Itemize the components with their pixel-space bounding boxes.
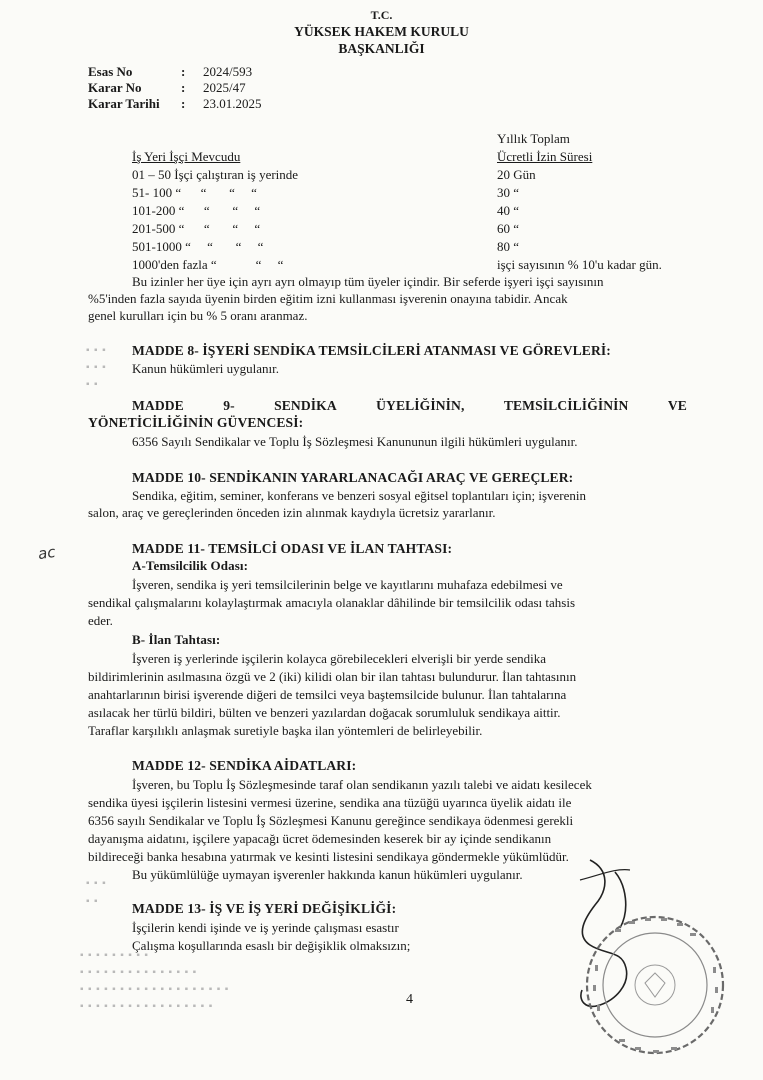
- esas-label: Esas No: [88, 64, 133, 79]
- scan-noise: ▪ ▪: [86, 896, 99, 907]
- leave-row-range: 101-200 “ “ “ “: [132, 203, 261, 218]
- madde11-b-line: asılacak her türlü bildiri, bülten ve benzeri yazılardan doğacak sorumluluk sendikaya aittir.: [88, 705, 561, 720]
- madde9-title-word: ÜYELİĞİNİN,: [376, 398, 465, 413]
- leave-row-range: 501-1000 “ “ “ “: [132, 239, 264, 254]
- para-izin-line: %5'inden fazla sayıda üyenin birden eğitim izni kullanması işverenin onayına tabidir. Ancak: [88, 291, 568, 306]
- madde12-line: 6356 sayılı Sendikalar ve Toplu İş Sözleşmesi Kanunu gereğince sendikaya ödenmesi gerekli: [88, 813, 574, 828]
- madde10-line: Sendika, eğitim, seminer, konferans ve benzeri sosyal eğitsel toplantıları için; işverenin: [132, 488, 586, 503]
- madde13-title: MADDE 13- İŞ VE İŞ YERİ DEĞİŞİKLİĞİ:: [132, 901, 397, 916]
- madde9-title-word: MADDE: [132, 398, 184, 413]
- handwritten-margin-note: ac: [36, 542, 57, 564]
- scan-noise: ▪ ▪ ▪: [86, 362, 107, 373]
- header-institution: YÜKSEK HAKEM KURULU: [294, 24, 469, 39]
- madde11-a-line: sendikal çalışmalarını kolaylaştırmak amacıyla olanaklar dâhilinde bir temsilcilik odası tahsis: [88, 595, 575, 610]
- para-izin-line: Bu izinler her üye için ayrı ayrı olmayıp tüm üyeler içindir. Bir seferde işyeri işçi sayısının: [132, 274, 604, 289]
- madde11-b-line: İşveren iş yerlerinde işçilerin kolayca görebilecekleri elverişli bir yerde sendika: [132, 651, 547, 666]
- leave-row-range: 51- 100 “ “ “ “: [132, 185, 257, 200]
- leave-row-range: 01 – 50 İşçi çalıştıran iş yerinde: [132, 167, 299, 182]
- madde9-title-word: TEMSİLCİLİĞİNİN: [503, 398, 629, 413]
- madde12-line: bildireceği banka hesabına yatırmak ve kesinti listesini sendikaya göndermekle yükümlüdür.: [88, 849, 569, 864]
- signature-scribble: [560, 850, 680, 1030]
- tarih-sep: :: [181, 96, 186, 111]
- leave-col2-header-line2: Ücretli İzin Süresi: [497, 149, 593, 164]
- scan-noise: ▪ ▪ ▪ ▪ ▪ ▪ ▪ ▪ ▪: [80, 950, 149, 961]
- leave-row-days: 20 Gün: [497, 167, 536, 182]
- madde13-line: Çalışma koşullarında esaslı bir değişiklik olmaksızın;: [132, 938, 411, 953]
- leave-row-range: 1000'den fazla “ “ “: [132, 257, 284, 272]
- madde12-line: sendika üyesi işçilerin listesini vermesi üzerine, sendika ana tüzüğü uyarınca üyelik aidatı ile: [88, 795, 572, 810]
- madde11-a-line: eder.: [88, 613, 113, 628]
- header-tc: T.C.: [370, 8, 393, 22]
- leave-col1-header: İş Yeri İşçi Mevcudu: [132, 149, 241, 164]
- scan-noise: ▪ ▪: [86, 379, 99, 390]
- madde11-b-title: B- İlan Tahtası:: [132, 632, 221, 647]
- scan-noise: ▪ ▪ ▪ ▪ ▪ ▪ ▪ ▪ ▪ ▪ ▪ ▪ ▪ ▪ ▪ ▪ ▪ ▪ ▪: [80, 984, 230, 995]
- madde12-line: İşveren, bu Toplu İş Sözleşmesinde taraf olan sendikanın yazılı talebi ve aidatı kesilecek: [132, 777, 592, 792]
- madde10-title: MADDE 10- SENDİKANIN YARARLANACAĞI ARAÇ VE GEREÇLER:: [132, 470, 574, 485]
- madde9-title-word: SENDİKA: [274, 398, 337, 413]
- madde10-line: salon, araç ve gereçlerinden önceden izin alınmak kaydıyla ücretsiz yararlanır.: [88, 505, 496, 520]
- karar-sep: :: [181, 80, 186, 95]
- esas-sep: :: [181, 64, 186, 79]
- madde9-body: 6356 Sayılı Sendikalar ve Toplu İş Sözleşmesi Kanununun ilgili hükümleri uygulanır.: [132, 434, 578, 449]
- madde9-title-word: VE: [667, 398, 687, 413]
- madde9-title-word: 9-: [223, 398, 235, 413]
- madde9-title-line2: YÖNETİCİLİĞİNİN GÜVENCESİ:: [88, 415, 304, 430]
- madde11-a-title: A-Temsilcilik Odası:: [132, 558, 249, 573]
- official-seal-stamp: [575, 905, 735, 1065]
- leave-row-days: 40 “: [497, 203, 520, 218]
- madde11-b-line: bildirimlerinin asılmasına özgü ve 2 (iki) kilidi olan bir ilan tahtası bulundurur. İlan tahtasının: [88, 669, 577, 684]
- leave-row-days: 60 “: [497, 221, 520, 236]
- scan-noise: ▪ ▪ ▪ ▪ ▪ ▪ ▪ ▪ ▪ ▪ ▪ ▪ ▪ ▪ ▪ ▪ ▪: [80, 1001, 214, 1012]
- para-izin-line: genel kurulları için bu % 5 oranı aranmaz.: [88, 308, 308, 323]
- madde8-title: MADDE 8- İŞYERİ SENDİKA TEMSİLCİLERİ ATANMASI VE GÖREVLERİ:: [132, 343, 611, 358]
- madde11-b-line: anahtarlarının birisi işverende diğeri de temsilci veya baştemsilcide bulunur. İlan tahtalarına: [88, 687, 567, 702]
- esas-value: 2024/593: [203, 64, 253, 79]
- madde11-b-line: Taraflar karşılıklı anlaşmak suretiyle başka ilan yöntemleri de belirleyebilir.: [88, 723, 483, 738]
- scan-noise: ▪ ▪ ▪: [86, 878, 107, 889]
- leave-row-days: 30 “: [497, 185, 520, 200]
- page-number: 4: [406, 992, 413, 1007]
- karar-value: 2025/47: [203, 80, 246, 95]
- karar-label: Karar No: [88, 80, 142, 95]
- scan-noise: ▪ ▪ ▪ ▪ ▪ ▪ ▪ ▪ ▪ ▪ ▪ ▪ ▪ ▪ ▪: [80, 967, 198, 978]
- madde8-body: Kanun hükümleri uygulanır.: [132, 361, 279, 376]
- madde12-line: dayanışma aidatını, işçilere yapacağı ücret ödemesinden keserek bir ay içinde sendikanın: [88, 831, 552, 846]
- scan-noise: ▪ ▪ ▪: [86, 345, 107, 356]
- header-presidency: BAŞKANLIĞI: [338, 41, 425, 56]
- madde12-line: Bu yükümlülüğe uymayan işverenler hakkında kanun hükümleri uygulanır.: [132, 867, 523, 882]
- leave-row-range: 201-500 “ “ “ “: [132, 221, 261, 236]
- tarih-label: Karar Tarihi: [88, 96, 160, 111]
- tarih-value: 23.01.2025: [203, 96, 262, 111]
- leave-col2-header-line1: Yıllık Toplam: [497, 131, 570, 146]
- madde11-a-line: İşveren, sendika iş yeri temsilcilerinin belge ve kayıtlarını muhafaza edebilmesi ve: [132, 577, 563, 592]
- madde9-title-line1: [132, 398, 687, 414]
- madde12-title: MADDE 12- SENDİKA AİDATLARI:: [132, 758, 357, 773]
- leave-row-days: 80 “: [497, 239, 520, 254]
- leave-row-days: işçi sayısının % 10'u kadar gün.: [497, 257, 662, 272]
- madde13-line: İşçilerin kendi işinde ve iş yerinde çalışması esastır: [132, 920, 399, 935]
- madde11-title: MADDE 11- TEMSİLCİ ODASI VE İLAN TAHTASI:: [132, 541, 453, 556]
